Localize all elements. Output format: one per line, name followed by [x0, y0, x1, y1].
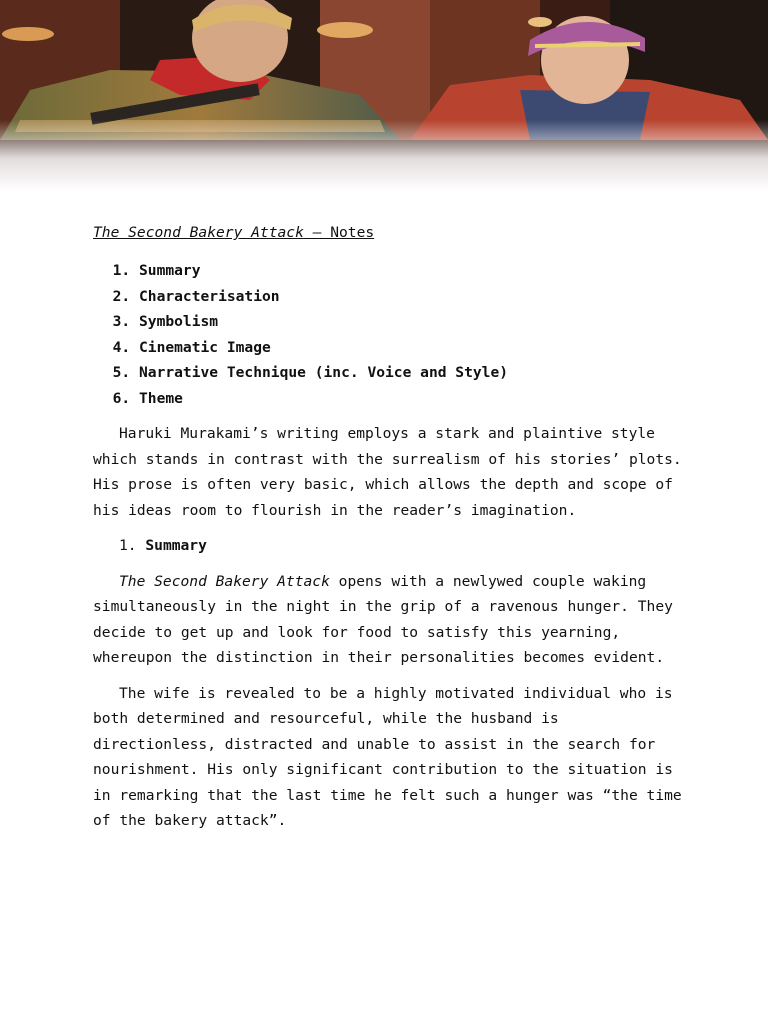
- title-suffix: – Notes: [303, 224, 375, 241]
- section-number: 1.: [119, 537, 137, 554]
- title-work: The Second Bakery Attack: [93, 224, 304, 241]
- toc-item-symbolism: 3. Symbolism: [139, 309, 683, 335]
- section-title: Summary: [145, 537, 207, 554]
- film-still-photo: [0, 0, 768, 190]
- page-title: [93, 222, 683, 244]
- toc-item-characterisation: 2. Characterisation: [139, 284, 683, 310]
- table-of-contents: [93, 258, 683, 411]
- work-title-inline: The Second Bakery Attack: [119, 572, 330, 590]
- toc-item-summary: 1. Summary: [139, 258, 683, 284]
- toc-item-cinematic-image: 4. Cinematic Image: [139, 335, 683, 361]
- summary-paragraph-2: The wife is revealed to be a highly motivated individual who is both determined and resourceful, while the husband is directionless, distracted and unable to assist in the search for nourishment. His only significant contribution to the situation is in remarking that the last time he felt such a hunger was “the time of the bakery attack”.: [93, 684, 682, 829]
- section-heading-summary: [93, 533, 683, 559]
- document-body: [93, 222, 683, 844]
- header-photo: [0, 0, 768, 190]
- intro-paragraph: Haruki Murakami’s writing employs a stark and plaintive style which stands in contrast with the surrealism of his stories’ plots. His prose is often very basic, which allows the depth and scope of his ideas room to flourish in the reader’s imagination.: [93, 425, 682, 519]
- toc-item-theme: 6. Theme: [139, 386, 683, 412]
- toc-item-narrative-technique: 5. Narrative Technique (inc. Voice and Style): [139, 360, 683, 386]
- summary-paragraph-1: [93, 569, 683, 671]
- summary-paragraph-1-text: opens with a newlywed couple waking simultaneously in the night in the grip of a ravenous hunger. They decide to get up and look for food to satisfy this yearning, whereupon the distinction in their personalities becomes evident.: [93, 572, 673, 666]
